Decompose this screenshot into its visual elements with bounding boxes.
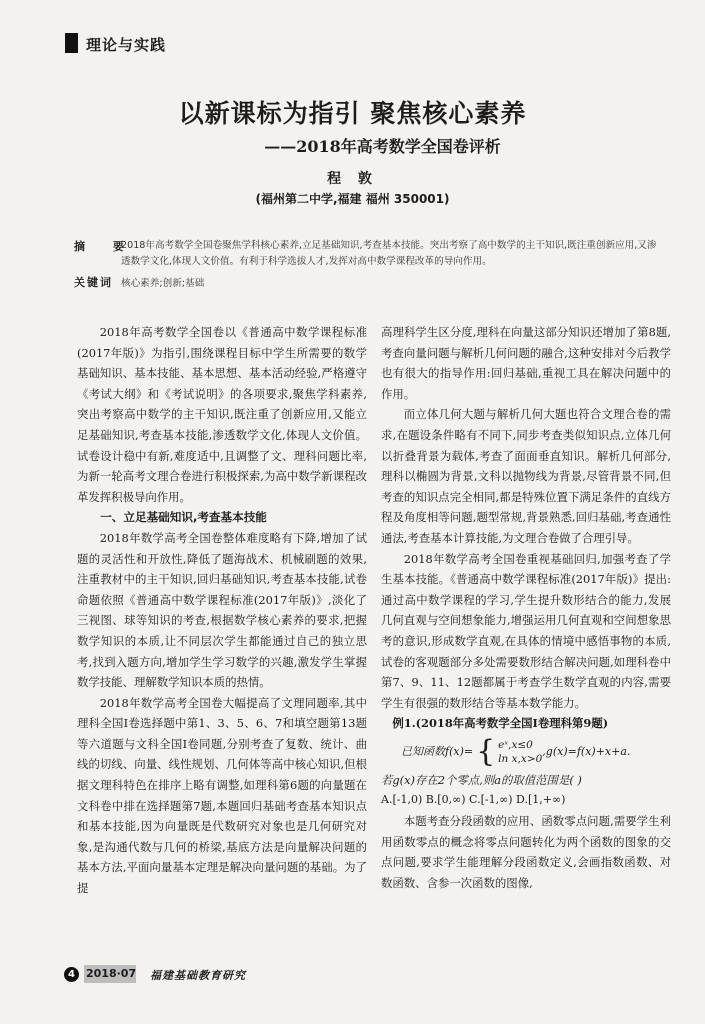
- body-paragraph: 2018年数学高考全国卷重视基础回归,加强考查了学生基本技能。《普通高中数学课程标准(2017年版)》提出:通过高中数学课程的学习,学生提升数形结合的能力,发展几何直观与空间想象能力,增强运用几何直观和空间想象思考的意识,形成数学直观,在具体的情境中感悟事物的本质,试卷的客观题部分多处需要数形结合解决问题,如理科卷中第7、9、11、12题都属于考查学生数学直观的内容,需要学生有很强的数形结合等基本数学能力。: [381, 551, 671, 710]
- body-paragraph: 而立体几何大题与解析几何大题也符合文理合卷的需求,在题设条件略有不同下,同步考查类似知识点,立体几何以折叠背景为载体,考查了面面垂直知识。解析几何部分,理科以椭圆为背景,文科以抛物线为背景,尽管背景不同,但考查的知识点完全相同,都是特殊位置下满足条件的直线方程及角度相等问题,题型常规,背景熟悉,回归基础,考查通性通法,考查基本计算技能,为文理合卷做了合理引导。: [381, 407, 671, 545]
- example-title: 例1.(2018年高考数学全国Ⅰ卷理科第9题): [392, 716, 609, 731]
- formula-prefix: 已知函数f(x)=: [401, 744, 474, 758]
- formula-case: eˣ,x≤0: [498, 738, 533, 751]
- section-label: 理论与实践: [86, 36, 167, 54]
- issue-label: 2018·07: [86, 967, 137, 980]
- article-subtitle: ——2018年高考数学全国卷评析: [264, 137, 501, 156]
- author-name: 程 敦: [327, 171, 378, 187]
- body-paragraph: 2018年数学高考全国卷整体难度略有下降,增加了试题的灵活性和开放性,降低了题海战术、机械刷题的效果,注重教材中的主干知识,回归基础知识,考查基本技能,试卷命题依照《普通高中数学课程标准(2017年版)》,淡化了三视图、球等知识的考查,根据数学核心素养的要求,把握数学知识的本质,让不同层次学生都能通过自己的独立思考,找到入题方向,增加学生学习数学的兴趣,激发学生掌握数学技能、理解数学知识本质的热情。: [77, 530, 367, 690]
- journal-name: 福建基础教育研究: [150, 969, 246, 982]
- example-question: 若g(x)存在2个零点,则a的取值范围是( ): [381, 772, 582, 787]
- formula-cases: [498, 738, 542, 766]
- example-choices: A.[-1,0) B.[0,∞) C.[-1,∞) D.[1,+∞): [381, 793, 566, 807]
- page-number: 4: [64, 967, 79, 982]
- right-column: [381, 322, 671, 893]
- body-paragraph: 2018年高考数学全国卷以《普通高中数学课程标准(2017年版)》为指引,围绕课程目标中学生所需要的数学基础知识、基本技能、基本思想、基本活动经验,严格遵守《考试大纲》和《考试说明》的各项要求,聚焦学科素养,突出考察高中数学的主干知识,既注重了创新应用,又能立足基础知识,考查基本技能,渗透数学文化,体现人文价值。试卷设计稳中有新,难度适中,且调整了文、理科问题比率,为新一轮高考文理合卷进行积极探索,为高中数学新课程改革发挥积极导向作用。: [77, 325, 367, 504]
- body-paragraph: 2018年数学高考全国卷大幅提高了文理同题率,其中理科全国Ⅰ卷选择题中第1、3、5、6、7和填空题第13题等六道题与文科全国Ⅰ卷同题,分别考查了复数、统计、曲线的切线、向量、线性规划、几何体等高中核心知识,但根据文理科特色在排序上略有调整,如理科第6题的向量题在文科卷中排在选择题第7题,本题回归基础考查基本知识点和基本技能,因为向量既是代数研究对象也是几何研究对象,是沟通代数与几何的桥梁,基底方法是向量解决问题的基本方法,平面向量基本定理是解决向量问题的基础。为了提: [77, 695, 367, 896]
- keywords-text: 核心素养;创新;基础: [121, 278, 205, 289]
- body-paragraph: 本题考查分段函数的应用、函数零点问题,需要学生利用函数零点的概念将零点问题转化为两个函数的图象的交点问题,要求学生能理解分段函数定义,会画指数函数、对数函数、含参一次函数的图像,: [381, 814, 671, 890]
- section-marker: [65, 33, 78, 53]
- article-title: 以新课标为指引 聚焦核心素养: [178, 99, 527, 128]
- keywords-label: 关键词: [74, 276, 113, 289]
- left-column: [77, 322, 367, 899]
- brace-glyph: {: [476, 733, 496, 769]
- formula-case: ln x,x>0: [498, 752, 543, 765]
- section-heading: 一、立足基础知识,考查基本技能: [100, 510, 267, 525]
- abstract-label: 摘 要: [74, 240, 136, 253]
- piecewise-formula: [401, 734, 671, 770]
- formula-suffix: ,g(x)=f(x)+x+a.: [542, 744, 631, 758]
- abstract-text: 2018年高考数学全国卷聚焦学科核心素养,立足基础知识,考查基本技能。突出考察了高中数学的主干知识,既注重创新应用,又渗透数学文化,体现人文价值。有利于科学选拔人才,发挥对高中数学课程改革的导向作用。: [121, 240, 657, 267]
- body-paragraph: 高理科学生区分度,理科在向量这部分知识还增加了第8题,考查向量问题与解析几何问题的融合,这种安排对今后教学也有很大的指导作用:回归基础,重视工具在解决问题中的作用。: [381, 325, 671, 401]
- author-affiliation: (福州第二中学,福建 福州 350001): [255, 192, 450, 206]
